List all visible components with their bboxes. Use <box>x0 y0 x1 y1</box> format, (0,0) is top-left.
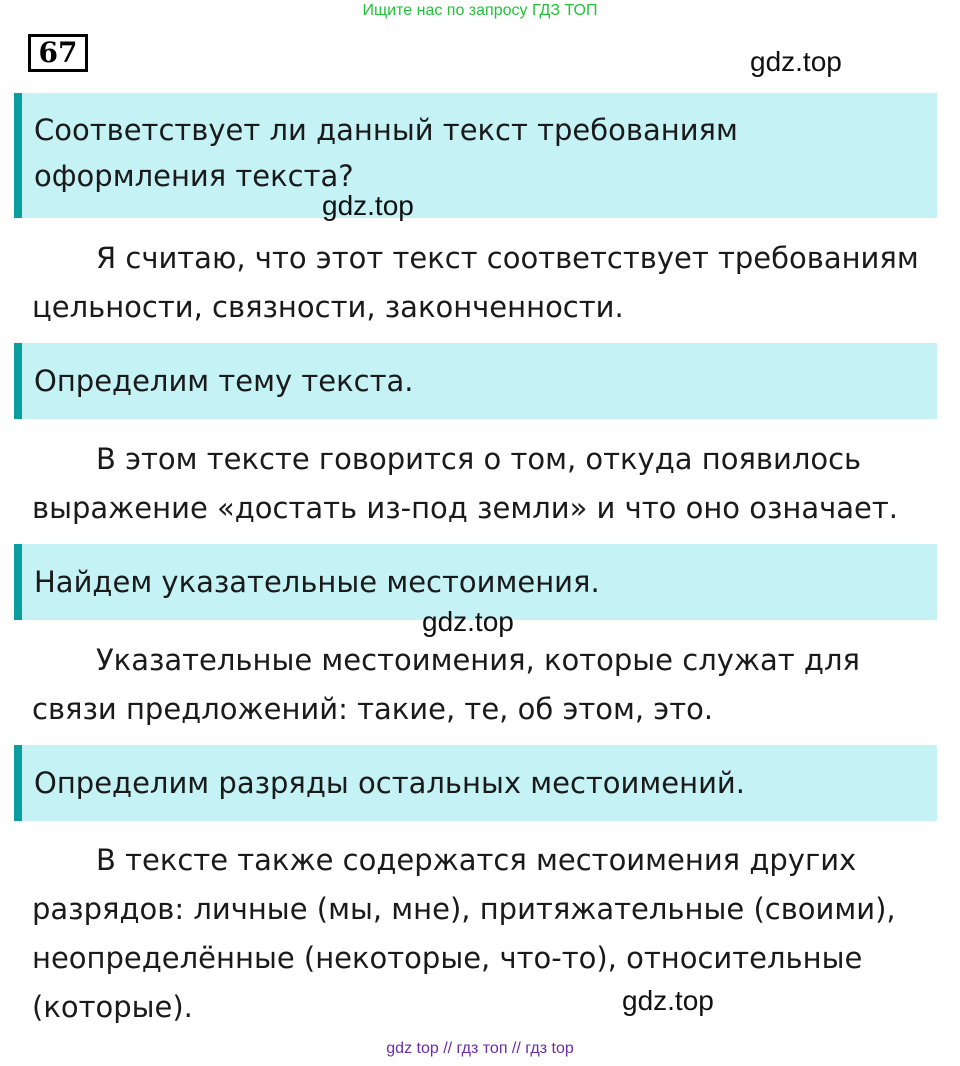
answer-paragraph-1: Я считаю, что этот текст соответствует требованиям цельности, связности, законченности. <box>32 241 919 324</box>
top-banner: Ищите нас по запросу ГДЗ ТОП <box>362 2 598 19</box>
watermark: gdz.top <box>322 190 414 221</box>
answer-paragraph-3: Указательные местоимения, которые служат для связи предложений: такие, те, об этом, это. <box>32 643 860 726</box>
footer-links: gdz top // гдз топ // гдз top <box>386 1040 574 1057</box>
question-box-1: Соответствует ли данный текст требованиям оформления текста? <box>14 93 937 218</box>
task-number: 67 <box>28 34 88 72</box>
question-box-2: Определим тему текста. <box>14 343 937 419</box>
watermark: gdz.top <box>750 46 842 77</box>
watermark: gdz.top <box>422 606 514 637</box>
question-box-3: Найдем указательные местоимения. <box>14 544 937 620</box>
question-box-4: Определим разряды остальных местоимений. <box>14 745 937 821</box>
answer-paragraph-4: В тексте также содержатся местоимения других разрядов: личные (мы, мне), притяжательные (своими), неопределённые (некоторые, что-то), относительные (которые). <box>32 843 896 1024</box>
watermark: gdz.top <box>622 985 714 1016</box>
answer-paragraph-2: В этом тексте говорится о том, откуда появилось выражение «достать из-под земли» и что оно означает. <box>32 442 899 525</box>
